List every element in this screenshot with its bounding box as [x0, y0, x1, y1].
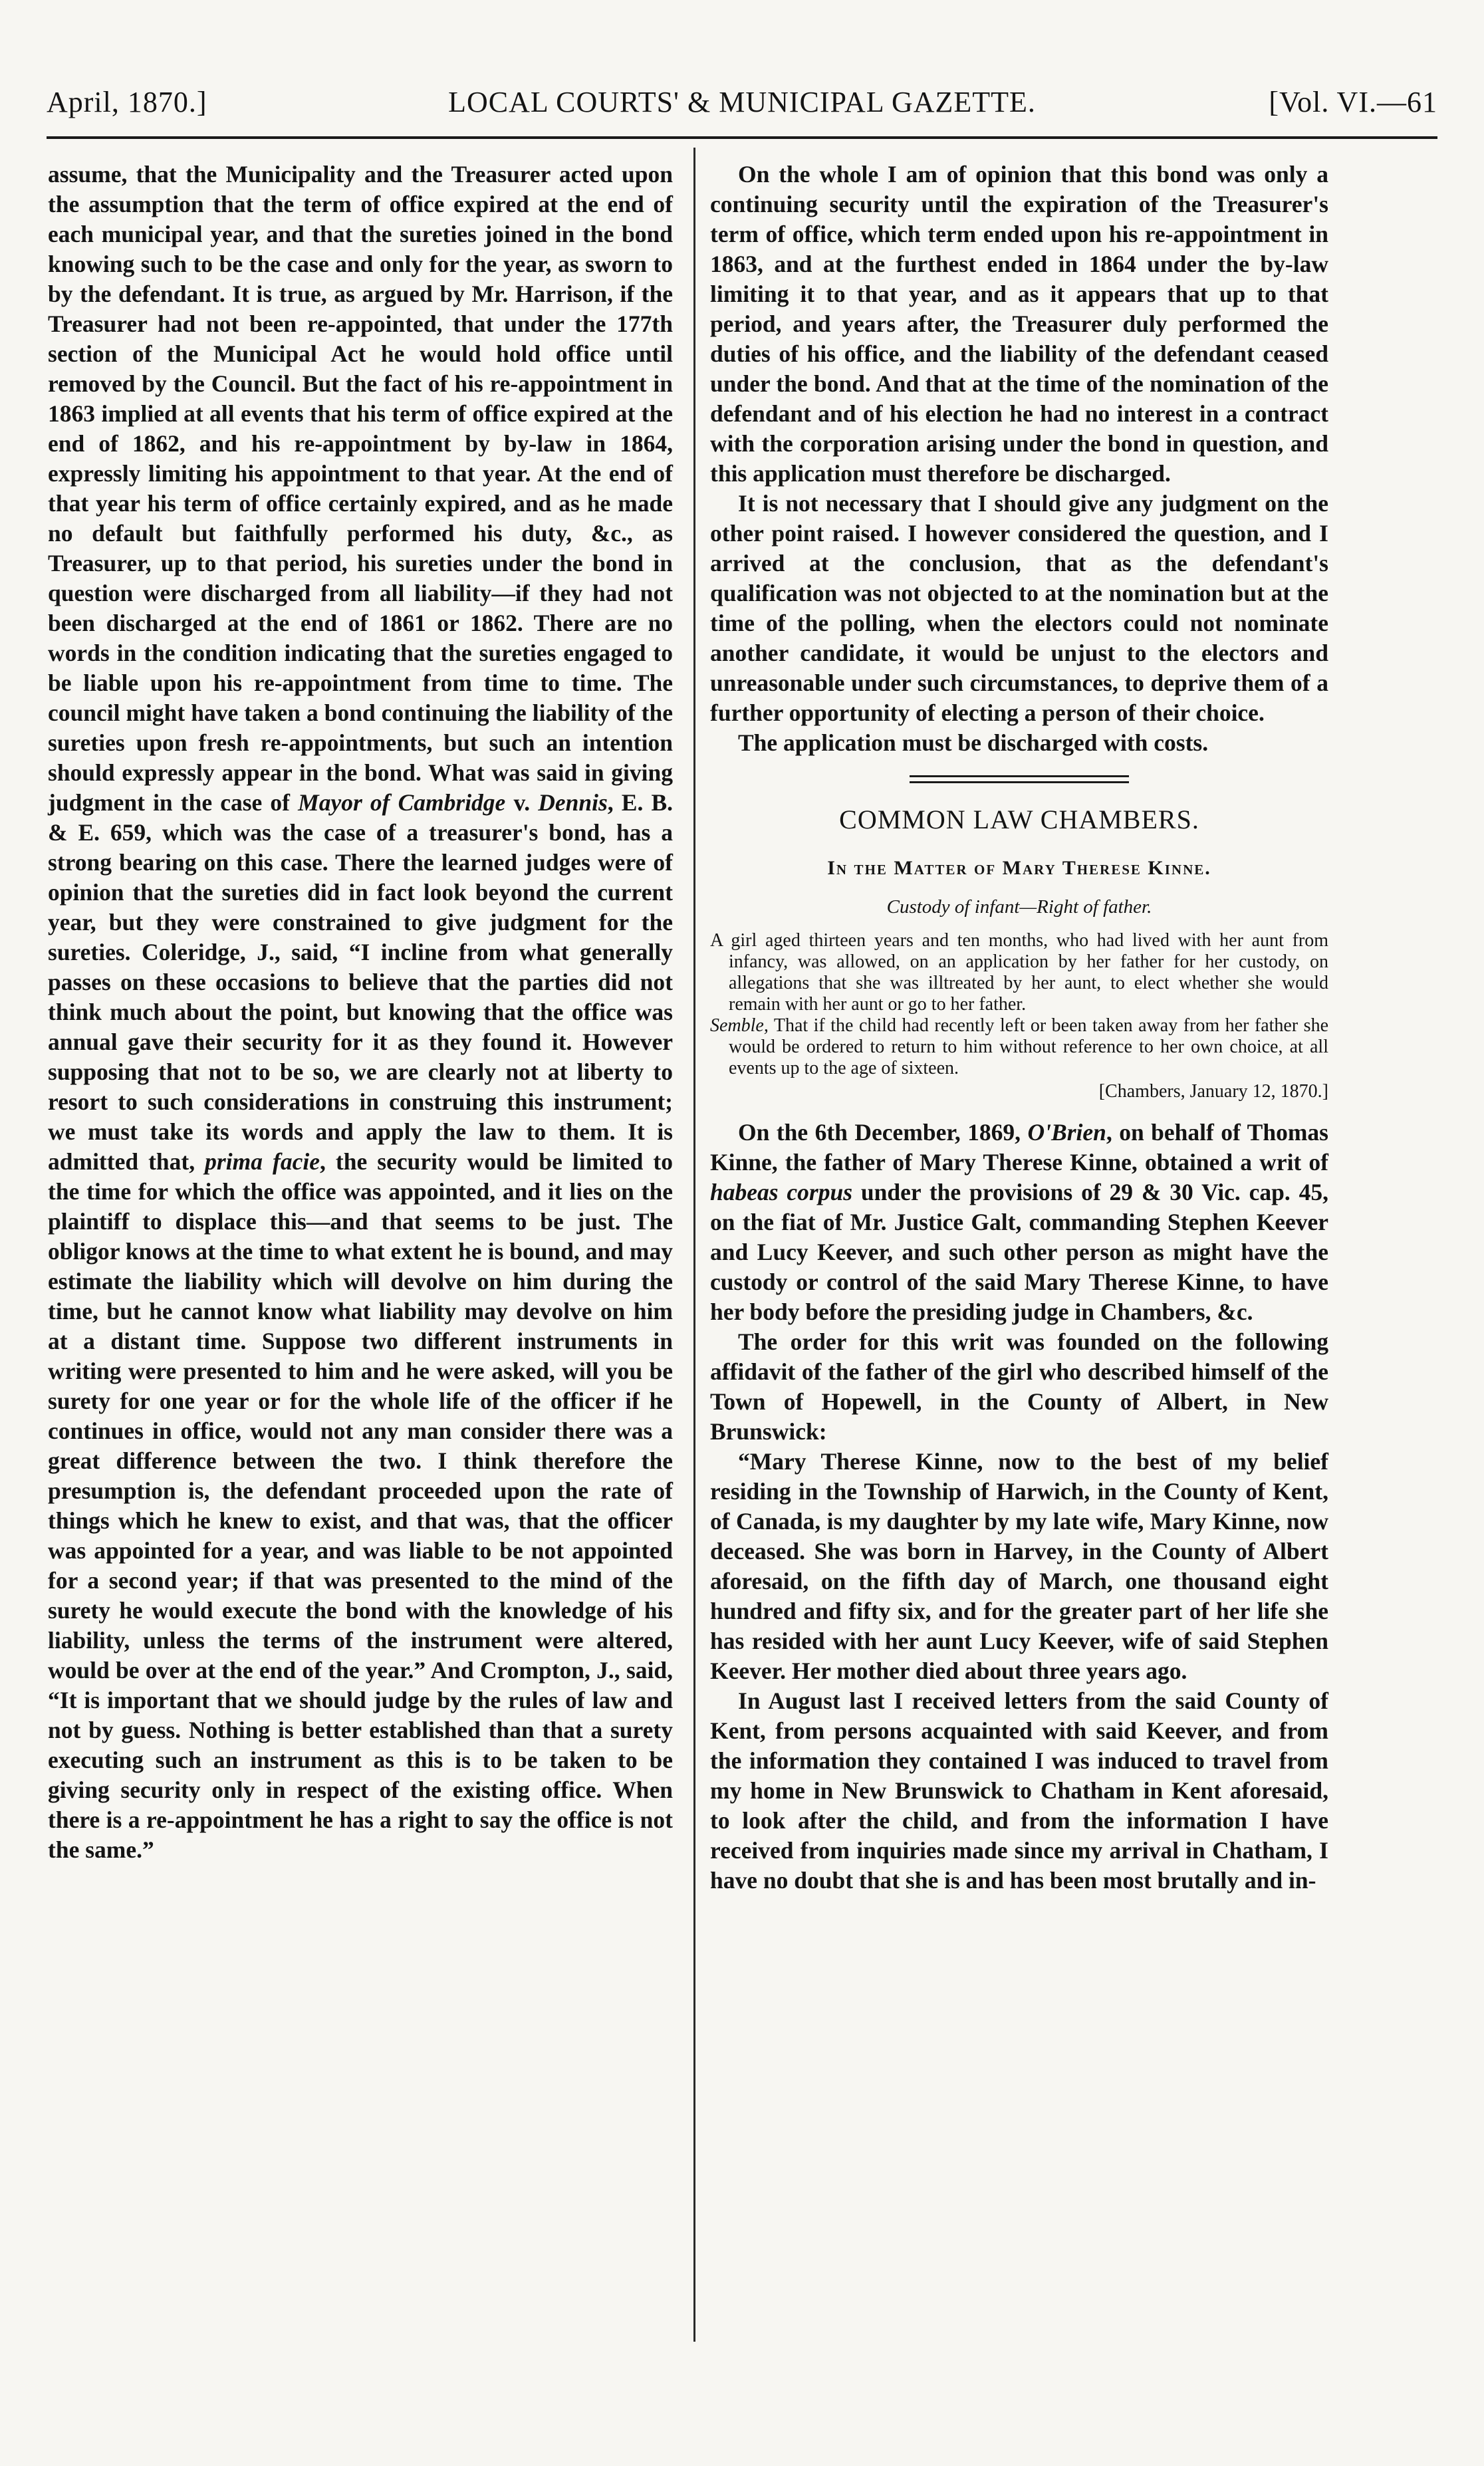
left-column — [48, 160, 673, 1865]
right-paragraph-disposition: The application must be discharged with costs. — [738, 729, 1209, 756]
case-title: In the Matter of Mary Therese Kinne. — [827, 857, 1211, 879]
latin-phrase: prima facie — [205, 1148, 320, 1175]
text-run: , on behalf of Thomas Kinne, the father of Mary Therese Kinne, obtained a writ of — [710, 1119, 1328, 1175]
case-name: Mayor of Cambridge — [298, 789, 506, 816]
text-run: , the security would be limited to the time for which the office was appointed, and it lies on the plaintiff to displace this—and that seems to be just. The obligor knows at the time to what extent he is bound, and may estimate the liability which will devolve on him during the time, but he cannot know what liability may devolve on him at a distant time. Suppose two different instruments in writing were presented to him and he were asked, will you be surety for one year or for the whole life of the officer if he continues in office, would not any man consider there was a great difference between the two. I think therefore the presumption is, the defendant proceeded upon the rate of things which he knew to exist, and that was, that the officer was appointed for a year, and was liable to be not appointed for a second year; if that was presented to the mind of the surety he would execute the bond with the knowledge of his liability, unless the terms of the instrument were altered, would be over at the end of the year.” And Crompton, J., said, “It is important that we should judge by the rules of law and not by guess. Nothing is better established than that a surety executing such an instrument as this is to be taken to be giving security only in respect of the existing office. When there is a re-appointment he has a right to say the office is not the same.” — [48, 1148, 673, 1863]
latin-phrase: habeas corpus — [710, 1179, 853, 1205]
right-paragraph-order: The order for this writ was founded on the following affidavit of the father of the girl who described himself of the Town of Hopewell, in the County of Albert, in New Brunswick: — [710, 1328, 1328, 1445]
case-subtitle: Custody of infant—Right of father. — [886, 896, 1152, 918]
header-title: LOCAL COURTS' & MUNICIPAL GAZETTE. — [448, 86, 1036, 118]
counsel-name: O'Brien — [1027, 1119, 1106, 1146]
section-separator-rule — [910, 775, 1129, 783]
right-column — [710, 160, 1328, 1896]
text-run: , E. B. & E. 659, which was the case of a treasurer's bond, has a strong bearing on this case. There the learned judges were of opinion that the sureties did in fact look beyond the current year, but they were constrained to give judgment for the sureties. Coleridge, J., said, “I incline from what generally passes on these occasions to believe that the parties did not think much about the point, but knowing that the office was annual gave their security for it as they found it. However supposing that not to be so, we are clearly not at liberty to resort to such considerations in construing this instrument; we must take its words and apply the law to them. It is admitted that, — [48, 789, 674, 1175]
section-heading: COMMON LAW CHAMBERS. — [839, 804, 1199, 834]
text-run: v. — [505, 789, 539, 816]
right-paragraph-letters: In August last I received letters from the said County of Kent, from persons acquainted with said Keever, and from the information they contained I was induced to travel from my home in New Brunswick to Chatham in Kent aforesaid, to look after the child, and from the information I have received from inquiries made since my arrival in Chatham, I have no doubt that she is and has been most brutally and in- — [710, 1687, 1328, 1894]
header-rule — [47, 136, 1437, 139]
header-date: April, 1870.] — [47, 86, 207, 118]
case-name: Dennis — [538, 789, 608, 816]
column-divider — [693, 148, 695, 2342]
headnote-date: [Chambers, January 12, 1870.] — [1098, 1081, 1328, 1102]
right-paragraph-opinion: On the whole I am of opinion that this bond was only a continuing security until the expiration of the Treasurer's term of office, which term ended upon his re-appointment in 1863, and at the furthest ended in 1864 under the by-law limiting it to that year, and as it appears that up to that period, and years after, the Treasurer duly performed the duties of his office, and the liability of the defendant ceased under the bond. And that at the time of the nomination of the defendant and of his election he had no interest in a contract with the corporation arising under the bond in question, and this application must therefore be discharged. — [710, 161, 1328, 487]
right-paragraph-other-point: It is not necessary that I should give any judgment on the other point raised. I however considered the question, and I arrived at the conclusion, that as the defendant's qualification was not objected to at the nomination but at the time of the polling, when the electors could not nominate another candidate, it would be unjust to the electors and unreasonable under such circumstances, to deprive them of a further opportunity of electing a person of their choice. — [710, 490, 1328, 726]
text-run: That if the child had recently left or been taken away from her father she would be ordered to return to him without reference to her own choice, at all events up to the age of sixteen. — [729, 1015, 1328, 1078]
header-volume-page: [Vol. VI.—61 — [1269, 86, 1437, 118]
text-run: assume, that the Municipality and the Treasurer acted upon the assumption that the term of office expired at the end of each municipal year, and that the sureties joined in the bond knowing such to be the case and only for the year, as sworn to by the defendant. It is true, as argued by Mr. Harrison, if the Treasurer had not been re-appointed, that under the 177th section of the Municipal Act he would hold office until removed by the Council. But the fact of his re-appointment in 1863 implied at all events that his term of office expired at the end of 1862, and his re-appointment by by-law in 1864, expressly limiting his appointment to that year. At the end of that year his term of office certainly expired, and as he made no default but faithfully performed his duty, &c., as Treasurer, up to that period, his sureties under the bond in question were discharged from all liability—if they had not been discharged at the end of 1861 or 1862. There are no words in the condition indicating that the sureties engaged to be liable upon his re-appointment from time to time. The council might have taken a bond continuing the liability of the sureties upon fresh re-appointments, but such an intention should expressly appear in the bond. What was said in giving judgment in the case of — [48, 161, 673, 816]
left-paragraph-judgment — [48, 160, 673, 1865]
text-run: On the 6th December, 1869, — [738, 1119, 1028, 1146]
right-paragraph-writ — [710, 1118, 1328, 1327]
running-head — [47, 85, 1437, 125]
headnote: A girl aged thirteen years and ten months, who had lived with her aunt from infancy, was allowed, on an application by her father for her custody, on allegations that she was illtreated by her aunt, to elect whether she would remain with her aunt or go to her father. — [710, 930, 1328, 1015]
semble-label: Semble, — [710, 1015, 769, 1036]
text-run: under the provisions of 29 & 30 Vic. cap. 45, on the fiat of Mr. Justice Galt, commanding Stephen Keever and Lucy Keever, and such other person as might have the custody or control of the said Mary Therese Kinne, to have her body before the presiding judge in Chambers, &c. — [710, 1179, 1328, 1325]
right-paragraph-affidavit: “Mary Therese Kinne, now to the best of my belief residing in the Township of Harwich, in the County of Kent, of Canada, is my daughter by my late wife, Mary Kinne, now deceased. She was born in Harvey, in the County of Albert aforesaid, on the fifth day of March, one thousand eight hundred and fifty six, and for the greater part of her life she has resided with her aunt Lucy Keever, wife of said Stephen Keever. Her mother died about three years ago. — [710, 1448, 1328, 1684]
headnote-semble — [710, 1015, 1328, 1079]
